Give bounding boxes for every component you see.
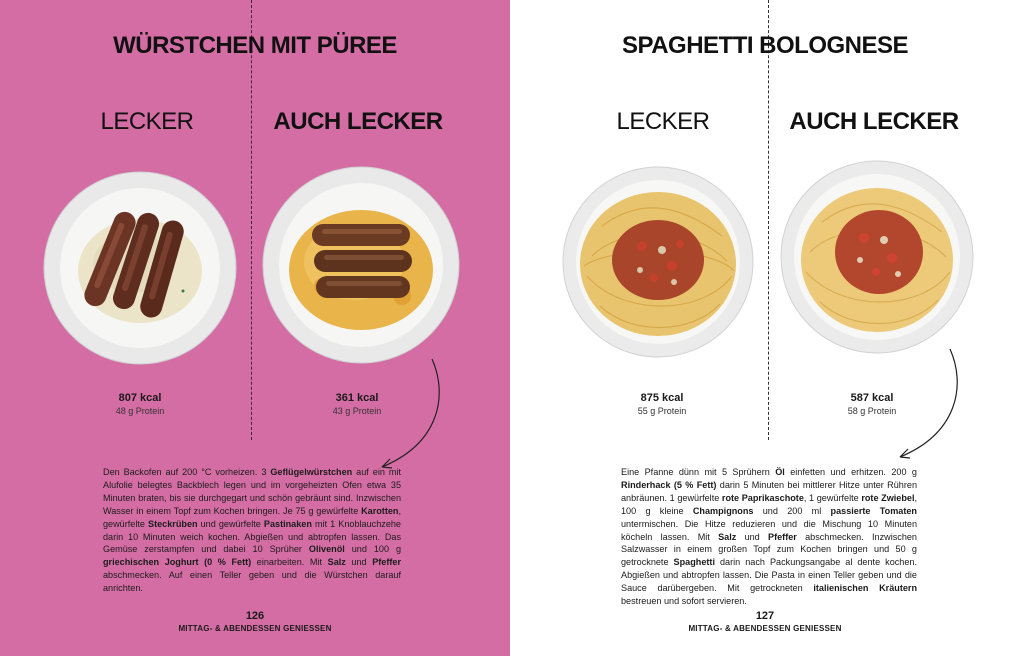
dashed-divider [768,0,769,440]
label-auch-lecker: AUCH LECKER [789,108,959,135]
label-auch-lecker: AUCH LECKER [273,108,443,135]
protein-value: 58 g Protein [847,406,897,416]
recipe-run: darin nach Packungsangabe al dente kochen. Abgießen und abtropfen lassen. Die Pasta in einen Teller geben und die Sauce darübergeben. Mit getrockneten [621,557,917,594]
page-number: 126 [245,610,265,622]
recipe-text [103,466,401,595]
recipe-run: und 100 g [344,544,401,555]
protein-value: 43 g Protein [332,406,382,416]
spaghetti-bolognese-plate-image [562,166,754,358]
page-footer [510,610,1020,633]
ingredient-highlight: passierte Tomaten [830,505,917,516]
recipe-run: Den Backofen auf 200 °C vorheizen. 3 [103,467,271,477]
page-title: WÜRSTCHEN MIT PÜREE [113,32,397,59]
sausages-mash-plate-image [43,171,237,365]
kcal-value: 807 kcal [118,392,162,404]
recipe-run: Eine Pfanne dünn mit 5 Sprühern [621,467,776,477]
section-name: MITTAG- & ABENDESSEN GENIESSEN [688,624,842,633]
recipe-run: mit 1 Knoblauchzehe darin 10 Minuten weich kochen. Abgießen und abtropfen lassen. Das Gemüse zerstampfen und dabei 10 Sprüher [103,518,401,555]
ingredient-highlight: Pastinaken [263,518,312,529]
label-lecker: LECKER [616,108,710,135]
recipe-run: auf ein mit Alufolie belegtes Backblech legen und im vorgeheizten Ofen etwa 35 Minuten braten, bis sie durchgegart und schön gebräunt sind. Inzwischen Wasser in einem Topf zum Kochen bringen. Je 75 g gewürfelte [103,467,401,516]
ingredient-highlight: Olivenöl [308,544,345,555]
kcal-value: 875 kcal [640,392,684,404]
recipe-run: und gewürfelte [197,518,264,529]
page-number: 127 [755,610,775,622]
recipe-run: , 1 gewürfelte [803,492,862,503]
recipe-run: einfetten und erhitzen. 200 g [784,467,917,477]
ingredient-highlight: Salz [718,531,737,542]
ingredient-highlight: Öl [775,467,785,477]
ingredient-highlight: Pfeffer [372,557,401,568]
recipe-run: untermischen. Die Hitze reduzieren und die Mischung 10 Minuten köcheln lassen. Mit [621,518,917,542]
recipe-run: bestreuen und sofort servieren. [621,596,747,607]
recipe-run: und [736,531,769,542]
recipe-run: darin 5 Minuten bei mittlerer Hitze unter Rühren anbräunen. 1 gewürfelte [621,479,918,503]
ingredient-highlight: Pfeffer [768,531,797,542]
protein-value: 48 g Protein [115,406,165,416]
spaghetti-bolognese-light-plate-image [780,160,974,354]
right-page [510,0,1020,656]
protein-value: 55 g Protein [637,406,687,416]
ingredient-highlight: Geflügelwürstchen [270,467,353,477]
ingredient-highlight: Karotten [361,505,399,516]
ingredient-highlight: griechischen Joghurt (0 % Fett) [103,557,252,568]
ingredient-highlight: Rinderhack (5 % Fett) [621,479,717,490]
recipe-run: , 100 g kleine [621,492,918,516]
ingredient-highlight: Champignons [692,505,754,516]
recipe-run: abschmecken. Inzwischen Salzwasser in einem großen Topf zum Kochen bringen und 50 g getrocknete [621,531,917,568]
dashed-divider [251,0,252,440]
sausages-veg-mash-plate-image [262,166,460,364]
kcal-value: 361 kcal [335,392,379,404]
label-lecker: LECKER [100,108,194,135]
page-footer [0,610,510,633]
ingredient-highlight: Salz [327,557,346,568]
recipe-run: und 200 ml [753,505,831,516]
recipe-run: abschmecken. Auf einen Teller geben und die Würstchen darauf anrichten. [103,570,401,594]
section-name: MITTAG- & ABENDESSEN GENIESSEN [178,624,332,633]
ingredient-highlight: Spaghetti [673,557,715,568]
page-title: SPAGHETTI BOLOGNESE [621,32,909,59]
ingredient-highlight: italienischen Kräutern [813,583,918,594]
dish-a-nutrition [70,392,210,416]
recipe-run: , gewürfelte [103,505,401,529]
recipe-text [621,466,917,608]
dish-a-nutrition [592,392,732,416]
kcal-value: 587 kcal [850,392,894,404]
recipe-run: einarbeiten. Mit [251,557,328,568]
ingredient-highlight: rote Paprikaschote [721,492,804,503]
recipe-run: und [345,557,373,568]
ingredient-highlight: rote Zwiebel [861,492,915,503]
curved-arrow-icon [888,345,968,460]
curved-arrow-icon [370,355,450,470]
ingredient-highlight: Steckrüben [148,518,198,529]
